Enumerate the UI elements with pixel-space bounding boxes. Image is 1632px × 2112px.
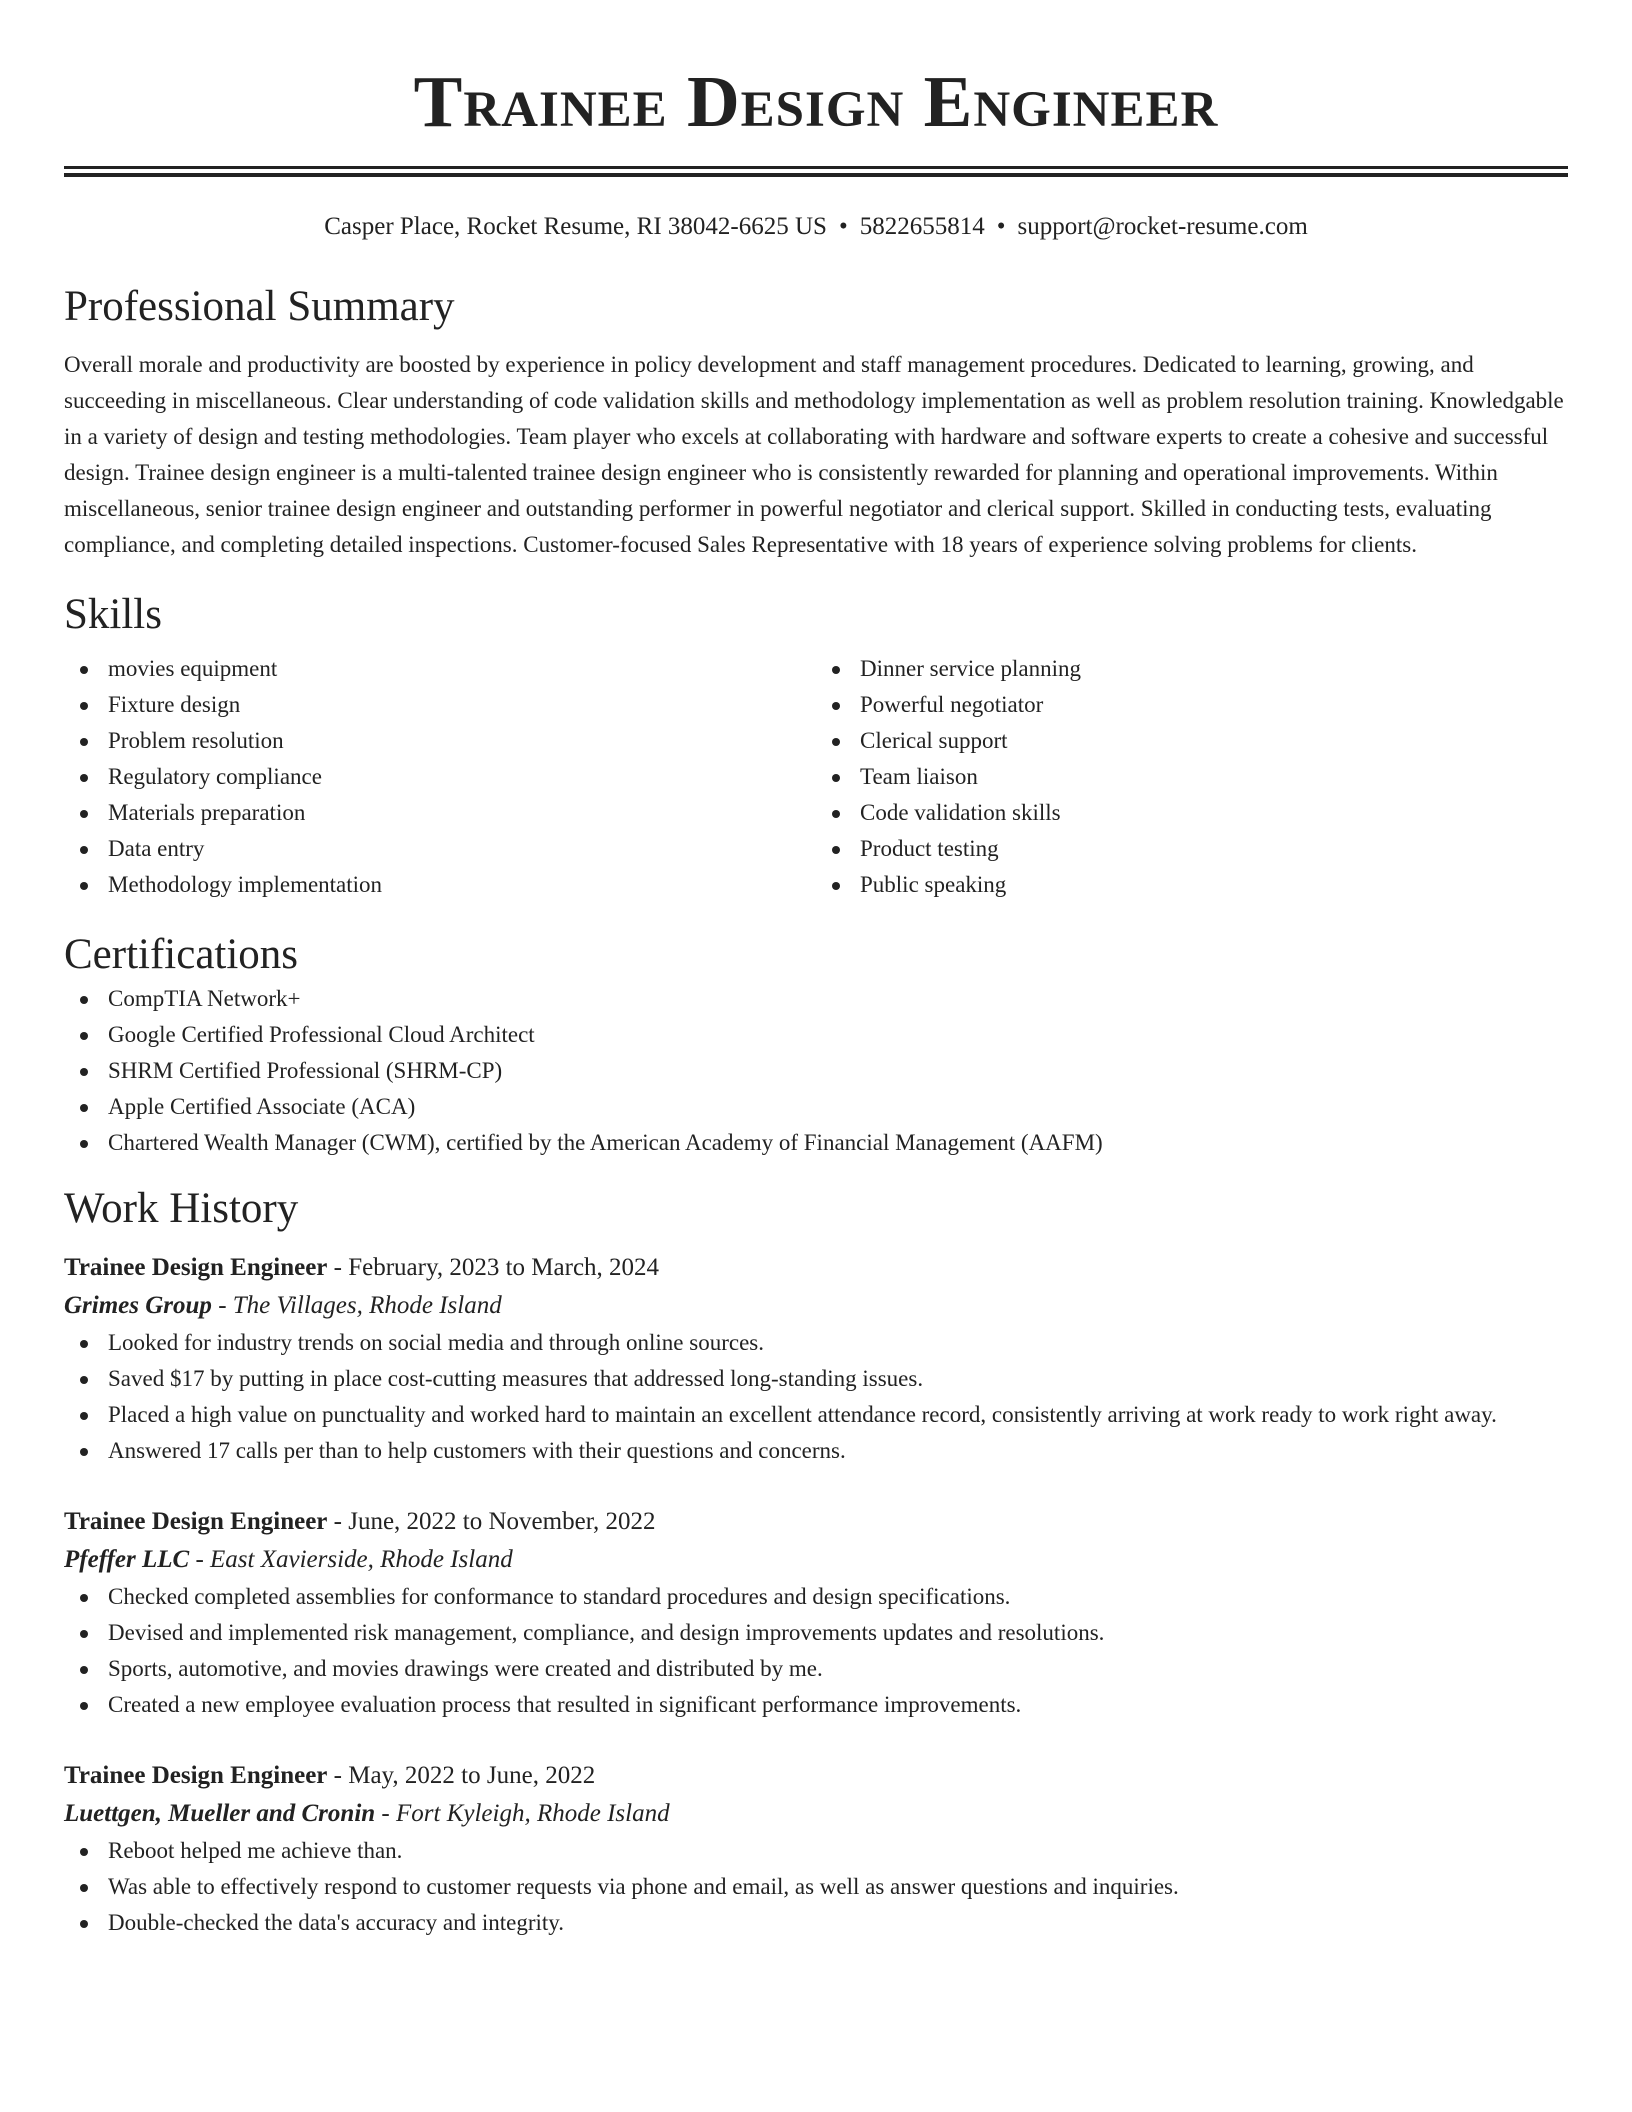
work-history-section: [64, 1183, 1568, 1941]
job-header: [64, 1503, 1568, 1541]
contact-phone: 5822655814: [859, 213, 985, 240]
skill-item: movies equipment: [64, 651, 816, 687]
job-location: - Fort Kyleigh, Rhode Island: [375, 1800, 670, 1827]
job-entry: [64, 1503, 1568, 1723]
job-duties-list: [64, 1833, 1568, 1941]
job-header: [64, 1249, 1568, 1287]
job-duty-item: Double-checked the data's accuracy and integrity.: [64, 1905, 1568, 1941]
skill-item: Code validation skills: [816, 795, 1568, 831]
job-title: Trainee Design Engineer: [64, 1254, 328, 1281]
skills-list-left: [64, 651, 816, 903]
summary-section: [64, 281, 1568, 563]
contact-email: support@rocket-resume.com: [1017, 213, 1308, 240]
job-entry: [64, 1249, 1568, 1469]
job-header: [64, 1757, 1568, 1795]
job-duties-list: [64, 1325, 1568, 1469]
skills-list-right: [816, 651, 1568, 903]
certifications-list: [64, 981, 1568, 1161]
skill-item: Product testing: [816, 831, 1568, 867]
skill-item: Powerful negotiator: [816, 687, 1568, 723]
contact-separator: •: [996, 213, 1006, 240]
job-location: - East Xavierside, Rhode Island: [189, 1546, 513, 1573]
skill-item: Public speaking: [816, 867, 1568, 903]
job-duties-list: [64, 1579, 1568, 1723]
skill-item: Fixture design: [64, 687, 816, 723]
title-divider: [64, 166, 1568, 177]
skills-grid: [64, 651, 1568, 903]
skill-item: Clerical support: [816, 723, 1568, 759]
job-entry: [64, 1757, 1568, 1941]
certifications-section: [64, 929, 1568, 1161]
skill-item: Data entry: [64, 831, 816, 867]
job-company: Luettgen, Mueller and Cronin: [64, 1800, 376, 1827]
contact-line: [64, 211, 1568, 243]
job-company-line: [64, 1541, 1568, 1579]
skills-section: [64, 589, 1568, 903]
job-dates: - May, 2022 to June, 2022: [327, 1762, 596, 1789]
job-title: Trainee Design Engineer: [64, 1762, 328, 1789]
certification-item: Chartered Wealth Manager (CWM), certified by the American Academy of Financial Management (AAFM): [64, 1125, 1568, 1161]
job-duty-item: Answered 17 calls per than to help customers with their questions and concerns.: [64, 1433, 1568, 1469]
skills-column-left: [64, 651, 816, 903]
job-company: Pfeffer LLC: [64, 1546, 190, 1573]
job-company-line: [64, 1795, 1568, 1833]
resume-title: Trainee Design Engineer: [413, 61, 1219, 142]
skill-item: Methodology implementation: [64, 867, 816, 903]
job-duty-item: Checked completed assemblies for conformance to standard procedures and design specifications.: [64, 1579, 1568, 1615]
skill-item: Regulatory compliance: [64, 759, 816, 795]
skill-item: Team liaison: [816, 759, 1568, 795]
summary-heading: Professional Summary: [64, 283, 455, 330]
skill-item: Dinner service planning: [816, 651, 1568, 687]
job-duty-item: Placed a high value on punctuality and worked hard to maintain an excellent attendance record, consistently arriving at work ready to work right away.: [64, 1397, 1568, 1433]
skills-heading: Skills: [64, 591, 162, 638]
job-company-line: [64, 1287, 1568, 1325]
job-duty-item: Reboot helped me achieve than.: [64, 1833, 1568, 1869]
certification-item: SHRM Certified Professional (SHRM-CP): [64, 1053, 1568, 1089]
job-dates: - June, 2022 to November, 2022: [327, 1508, 656, 1535]
certification-item: Google Certified Professional Cloud Architect: [64, 1017, 1568, 1053]
job-company: Grimes Group: [64, 1292, 212, 1319]
job-duty-item: Looked for industry trends on social media and through online sources.: [64, 1325, 1568, 1361]
skill-item: Problem resolution: [64, 723, 816, 759]
job-location: - The Villages, Rhode Island: [211, 1292, 502, 1319]
work-history-heading: Work History: [64, 1185, 299, 1232]
contact-address: Casper Place, Rocket Resume, RI 38042-6625 US: [324, 213, 827, 240]
skill-item: Materials preparation: [64, 795, 816, 831]
summary-text: Overall morale and productivity are boosted by experience in policy development and staff management procedures. Dedicated to learning, growing, and succeeding in miscellaneous. Clear understanding of code validation skills and methodology implementation as well as problem resolution training. Knowledgable in a variety of design and testing methodologies. Team player who excels at collaborating with hardware and software experts to create a cohesive and successful design. Trainee design engineer is a multi-talented trainee design engineer who is consistently rewarded for planning and operational improvements. Within miscellaneous, senior trainee design engineer and outstanding performer in powerful negotiator and clerical support. Skilled in conducting tests, evaluating compliance, and completing detailed inspections. Customer-focused Sales Representative with 18 years of experience solving problems for clients.: [64, 352, 1564, 557]
skills-column-right: [816, 651, 1568, 903]
job-duty-item: Sports, automotive, and movies drawings were created and distributed by me.: [64, 1651, 1568, 1687]
job-duty-item: Saved $17 by putting in place cost-cutting measures that addressed long-standing issues.: [64, 1361, 1568, 1397]
job-duty-item: Was able to effectively respond to customer requests via phone and email, as well as answer questions and inquiries.: [64, 1869, 1568, 1905]
job-dates: - February, 2023 to March, 2024: [327, 1254, 660, 1281]
certification-item: Apple Certified Associate (ACA): [64, 1089, 1568, 1125]
job-duty-item: Created a new employee evaluation process that resulted in significant performance improvements.: [64, 1687, 1568, 1723]
contact-separator: •: [838, 213, 848, 240]
certifications-heading: Certifications: [64, 931, 299, 978]
job-duty-item: Devised and implemented risk management, compliance, and design improvements updates and resolutions.: [64, 1615, 1568, 1651]
job-title: Trainee Design Engineer: [64, 1508, 328, 1535]
certification-item: CompTIA Network+: [64, 981, 1568, 1017]
